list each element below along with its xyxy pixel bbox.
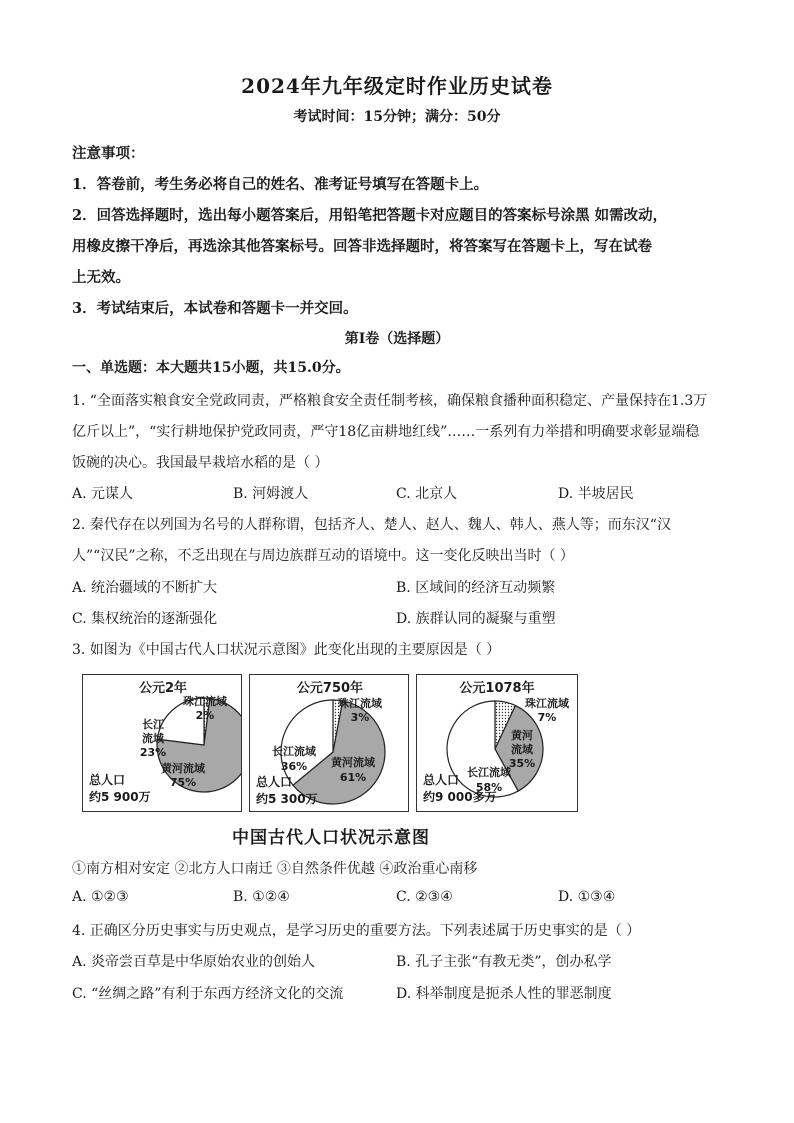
q4-option-b[interactable]: B. 孔子主张“有教无类”，创办私学 (396, 954, 612, 970)
q2-line-2: 人”“汉民”之称，不乏出现在与周边族群互动的语境中。这一变化反映出当时（ ） (72, 548, 574, 564)
slice-percent-yellow-river: 61% (339, 771, 367, 784)
q2-option-a[interactable]: A. 统治疆域的不断扩大 (72, 580, 218, 596)
q3-option-a[interactable]: A. ①②③ (72, 889, 129, 905)
pie-chart-year-2 (83, 675, 241, 811)
notice-item-2-line-2: 用橡皮擦干净后，再选涂其他答案标号。回答非选择题时，将答案写在答题卡上，写在试卷 (72, 238, 652, 255)
slice-label-yellow-river: 黄河流域 (331, 756, 375, 769)
q2-line-1: 2. 秦代存在以列国为名号的人群称谓，包括齐人、楚人、赵人、魏人、韩人、燕人等；而东汉“汉 (72, 517, 671, 533)
q3-line-1: 3. 如图为《中国古代人口状况示意图》此变化出现的主要原因是（ ） (72, 642, 501, 658)
part-heading: 一、单选题：本大题共15小题，共15.0分。 (72, 360, 350, 376)
q3-option-b[interactable]: B. ①②④ (233, 889, 290, 905)
notice-item-2-line-1: 2．回答选择题时，选出每小题答案后，用铅笔把答题卡对应题目的答案标号涂黑 如需改动， (72, 207, 668, 224)
q3-option-d[interactable]: D. ①③④ (558, 889, 616, 905)
q3-statements: ①南方相对安定 ②北方人口南迁 ③自然条件优越 ④政治重心南移 (72, 861, 478, 877)
total-population-label: 总人口 (423, 773, 460, 787)
q1-option-b[interactable]: B. 河姆渡人 (233, 486, 309, 502)
slice-percent-yellow-river: 75% (169, 776, 197, 789)
q2-option-b[interactable]: B. 区域间的经济互动频繁 (396, 580, 556, 596)
slice-percent-pearl-river: 2% (195, 709, 215, 722)
slice-label-pearl-river: 珠江流域 (183, 695, 227, 708)
exam-info: 考试时间：15分钟；满分：50分 (293, 109, 501, 125)
slice-label-pearl-river: 珠江流域 (338, 697, 382, 710)
notice-item-1: 1．答卷前，考生务必将自己的姓名、准考证号填写在答题卡上。 (72, 176, 489, 193)
notice-item-2-line-3: 上无效。 (72, 269, 130, 286)
page-title: 2024年九年级定时作业历史试卷 (241, 74, 553, 98)
section-title: 第Ⅰ卷（选择题） (344, 331, 450, 347)
q1-line-1: 1. “全面落实粮食安全党政同责，严格粮食安全责任制考核，确保粮食播种面积稳定、产量保持在1.3万 (72, 393, 708, 409)
total-population-value: 约5 900万 (89, 790, 151, 804)
q2-option-d[interactable]: D. 族群认同的凝聚与重塑 (396, 611, 556, 627)
total-population-value: 约5 300万 (256, 792, 318, 806)
q1-option-d[interactable]: D. 半坡居民 (558, 486, 634, 502)
slice-label-yangtze: 长江流域 (272, 745, 316, 758)
chart-heading: 公元2年 (138, 681, 188, 696)
q1-line-3: 饭碗的决心。我国最早栽培水稻的是（ ） (72, 455, 329, 471)
total-population-value: 约9 000多万 (423, 790, 497, 804)
chart-caption: 中国古代人口状况示意图 (232, 828, 430, 848)
q4-option-d[interactable]: D. 科举制度是扼杀人性的罪恶制度 (396, 986, 612, 1002)
total-population-label: 总人口 (89, 773, 126, 787)
slice-label-yellow-river: 流域 (511, 743, 533, 756)
total-population-label: 总人口 (256, 775, 293, 789)
slice-percent-yangtze: 23% (139, 746, 167, 759)
slice-percent-pearl-river: 3% (350, 711, 370, 724)
slice-label-pearl-river: 珠江流域 (525, 697, 569, 710)
slice-label-yellow-river: 黄河流域 (161, 762, 205, 775)
slice-percent-pearl-river: 7% (537, 711, 557, 724)
pie-chart-year-750 (250, 675, 408, 811)
pie-chart-year-1078 (417, 675, 577, 811)
slice-label-yangtze: 长江 (142, 718, 164, 731)
q4-line-1: 4. 正确区分历史事实与历史观点，是学习历史的重要方法。下列表述属于历史事实的是（ ） (72, 923, 641, 939)
q4-option-c[interactable]: C. “丝绸之路”有利于东西方经济文化的交流 (72, 986, 344, 1002)
chart-heading: 公元1078年 (459, 681, 535, 696)
chart-panel-2 (249, 674, 409, 812)
q4-option-a[interactable]: A. 炎帝尝百草是中华原始农业的创始人 (72, 954, 316, 970)
slice-percent-yangtze: 36% (280, 760, 308, 773)
notice-item-3: 3．考试结束后，本试卷和答题卡一并交回。 (72, 300, 358, 317)
slice-label-yellow-river: 黄河 (511, 729, 533, 742)
q2-option-c[interactable]: C. 集权统治的逐渐强化 (72, 611, 218, 627)
q1-option-c[interactable]: C. 北京人 (396, 486, 458, 502)
slice-percent-yangtze: 58% (475, 781, 503, 794)
q1-line-2: 亿斤以上”，“实行耕地保护党政同责，严守18亿亩耕地红线”……一系列有力举措和明确要求彰显端稳 (72, 424, 700, 440)
chart-panel-1 (82, 674, 242, 812)
slice-label-yangtze: 流域 (142, 732, 164, 745)
q1-option-a[interactable]: A. 元谋人 (72, 486, 134, 502)
slice-label-yangtze: 长江流域 (467, 766, 511, 779)
notice-heading: 注意事项： (72, 145, 145, 162)
chart-panel-3 (416, 674, 578, 812)
q3-option-c[interactable]: C. ②③④ (396, 889, 453, 905)
slice-percent-yellow-river: 35% (508, 757, 536, 770)
chart-heading: 公元750年 (296, 681, 364, 696)
